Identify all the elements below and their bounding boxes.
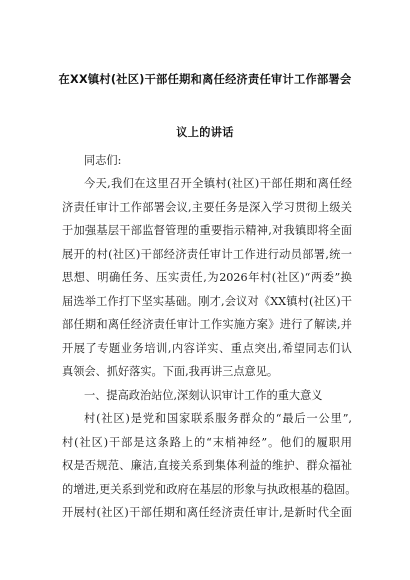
paragraph-1-line: 展开的村(社区)干部经济责任审计工作进行动员部署,统一 [62, 248, 352, 261]
document-title-line-1: 在XX镇村(社区)干部任期和离任经济责任审计工作部署会 [58, 73, 352, 86]
document-title-line-2: 议上的讲话 [176, 126, 234, 139]
paragraph-1-line: 于加强基层干部监督管理的重要指示精神,对我镇即将全面 [62, 224, 352, 237]
salutation: 同志们: [84, 154, 122, 167]
paragraph-1-line: 思想、明确任务、压实责任,为2026年村(社区)“两委”换 [62, 271, 352, 284]
paragraph-2-line: 开展村(社区)干部任期和离任经济责任审计,是新时代全面 [62, 506, 352, 519]
paragraph-2-line: 村(社区)干部是这条路上的“末梢神经”。他们的履职用 [62, 436, 352, 449]
paragraph-1-line: 真领会、抓好落实。下面,我再讲三点意见。 [62, 365, 279, 378]
paragraph-1-line: 届选举工作打下坚实基础。刚才,会议对《XX镇村(社区)干 [62, 295, 352, 308]
section-heading-1: 一、提高政治站位,深刻认识审计工作的重大意义 [84, 389, 323, 402]
paragraph-2-line: 的增进,更关系到党和政府在基层的形象与执政根基的稳固。 [62, 483, 357, 496]
paragraph-2-line: 村(社区)是党和国家联系服务群众的“最后一公里”, [84, 412, 352, 425]
paragraph-1-line: 部任期和离任经济责任审计工作实施方案》进行了解读,并 [62, 318, 352, 331]
paragraph-1-line: 开展了专题业务培训,内容详实、重点突出,希望同志们认 [62, 342, 352, 355]
paragraph-2-line: 权是否规范、廉洁,直接关系到集体利益的维护、群众福祉 [62, 459, 352, 472]
paragraph-1-line: 今天,我们在这里召开全镇村(社区)干部任期和离任经 [84, 177, 352, 190]
paragraph-1-line: 济责任审计工作部署会议,主要任务是深入学习贯彻上级关 [62, 201, 352, 214]
